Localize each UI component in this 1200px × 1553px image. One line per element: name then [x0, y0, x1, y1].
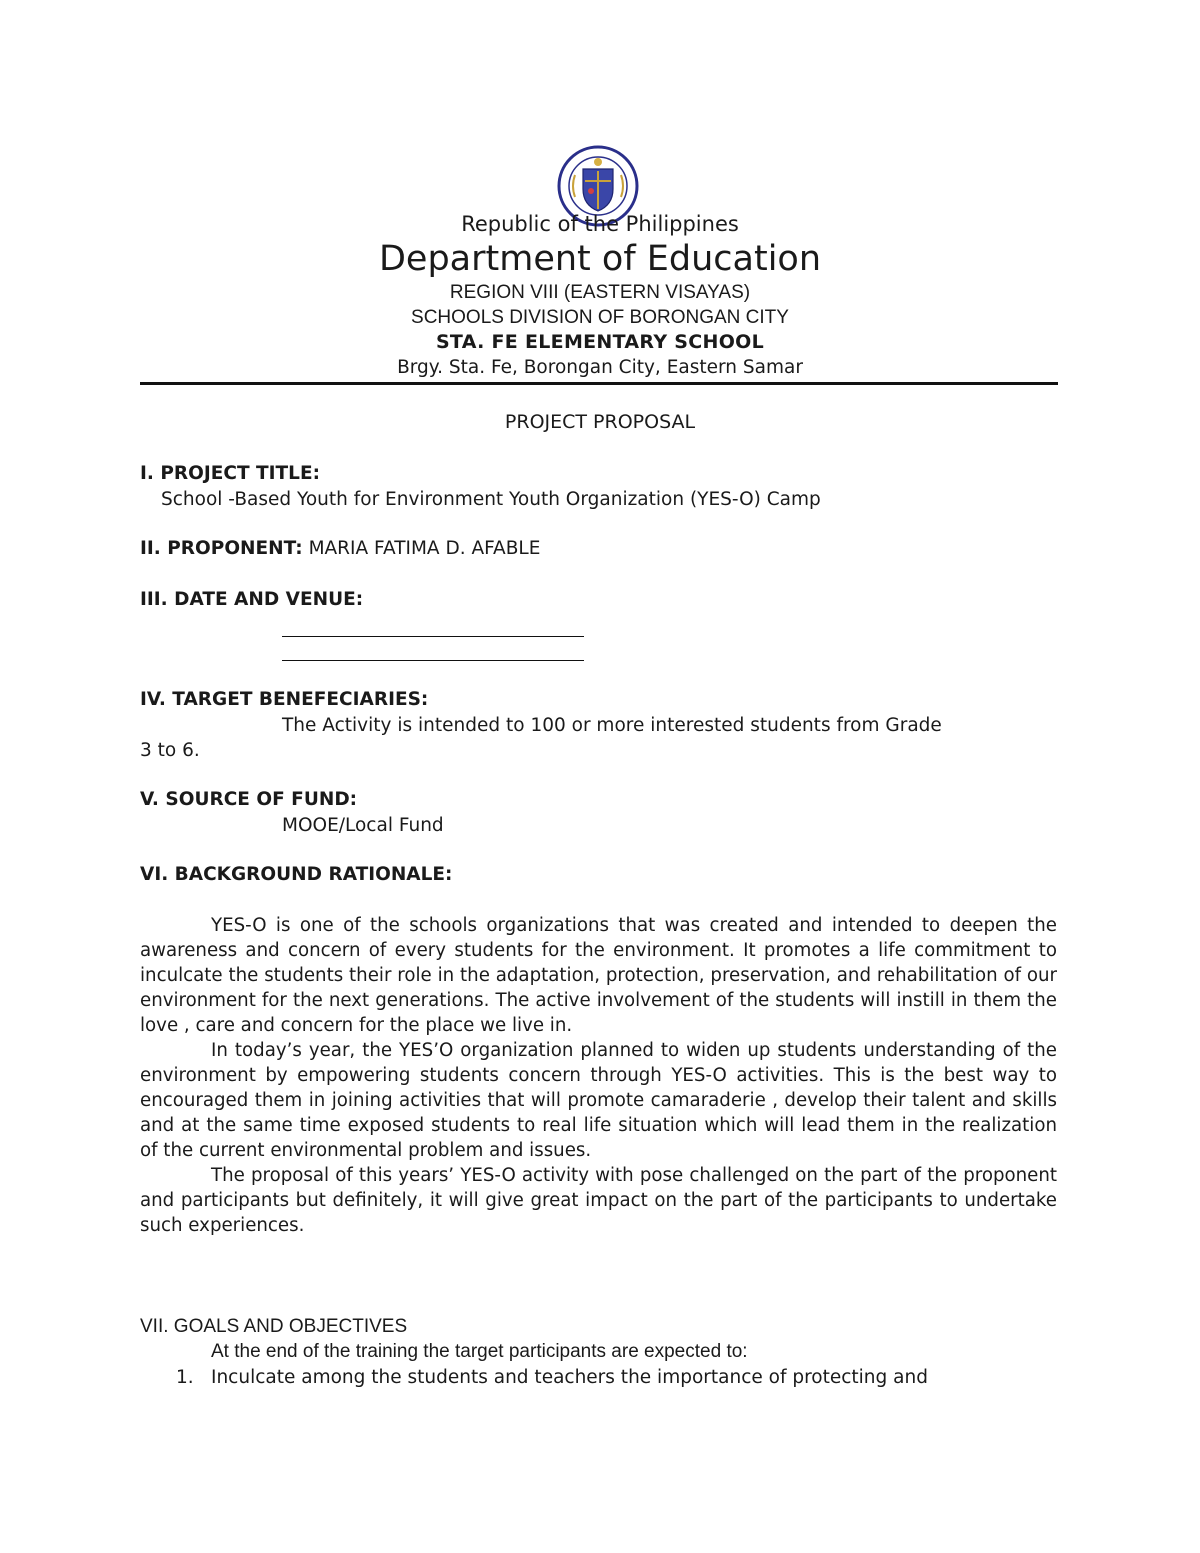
- background-body: [140, 913, 1057, 1238]
- school-name: STA. FE ELEMENTARY SCHOOL: [435, 331, 765, 353]
- target-line-2: 3 to 6.: [140, 740, 200, 761]
- division-line: SCHOOLS DIVISION OF BORONGAN CITY: [411, 307, 789, 328]
- goal-1-text: Inculcate among the students and teachers the importance of protecting and: [211, 1367, 928, 1388]
- target-line-1: The Activity is intended to 100 or more interested students from Grade: [282, 715, 942, 736]
- republic-line: Republic of the Philippines: [461, 212, 739, 236]
- goal-1-number: 1.: [176, 1367, 194, 1388]
- doc-title: PROJECT PROPOSAL: [504, 411, 696, 433]
- target-heading: IV. TARGET BENEFECIARIES:: [140, 689, 429, 710]
- goals-heading: VII. GOALS AND OBJECTIVES: [140, 1316, 408, 1337]
- fund-heading: V. SOURCE OF FUND:: [140, 789, 358, 810]
- goals-intro: At the end of the training the target participants are expected to:: [211, 1341, 748, 1362]
- department-title: Department of Education: [378, 239, 822, 279]
- fund-value: MOOE/Local Fund: [282, 815, 444, 836]
- date-blank-line: [282, 636, 584, 637]
- project-title-heading: I. PROJECT TITLE:: [140, 463, 320, 484]
- header-divider: [140, 382, 1058, 385]
- venue-blank-line: [282, 660, 584, 661]
- proponent-value: MARIA FATIMA D. AFABLE: [308, 538, 541, 559]
- background-heading: VI. BACKGROUND RATIONALE:: [140, 864, 453, 885]
- project-title-value: School -Based Youth for Environment Youth Organization (YES-O) Camp: [161, 489, 821, 510]
- region-line: REGION VIII (EASTERN VISAYAS): [449, 282, 751, 303]
- date-venue-heading: III. DATE AND VENUE:: [140, 589, 364, 610]
- proponent-heading: II. PROPONENT:: [140, 538, 303, 559]
- background-paragraph-3: The proposal of this years’ YES-O activity with pose challenged on the part of the proponent and participants but definitely, it will give great impact on the part of the participants to undertake such experiences.: [140, 1165, 1057, 1236]
- background-paragraph-2: In today’s year, the YES’O organization planned to widen up students understanding of the environment by empowering students concern through YES-O activities. This is the best way to encouraged them in joining activities that will promote camaraderie , develop their talent and skills and at the same time exposed students to real life situation which will lead them in the realization of the current environmental problem and issues.: [140, 1040, 1057, 1161]
- proponent-row: [140, 536, 540, 561]
- background-paragraph-1: YES-O is one of the schools organizations that was created and intended to deepen the awareness and concern of every students for the environment. It promotes a life commitment to inculcate the students their role in the adaptation, protection, preservation, and rehabilitation of our environment for the next generations. The active involvement of the students will instill in them the love , care and concern for the place we live in.: [140, 915, 1057, 1036]
- school-address: Brgy. Sta. Fe, Borongan City, Eastern Samar: [397, 357, 803, 378]
